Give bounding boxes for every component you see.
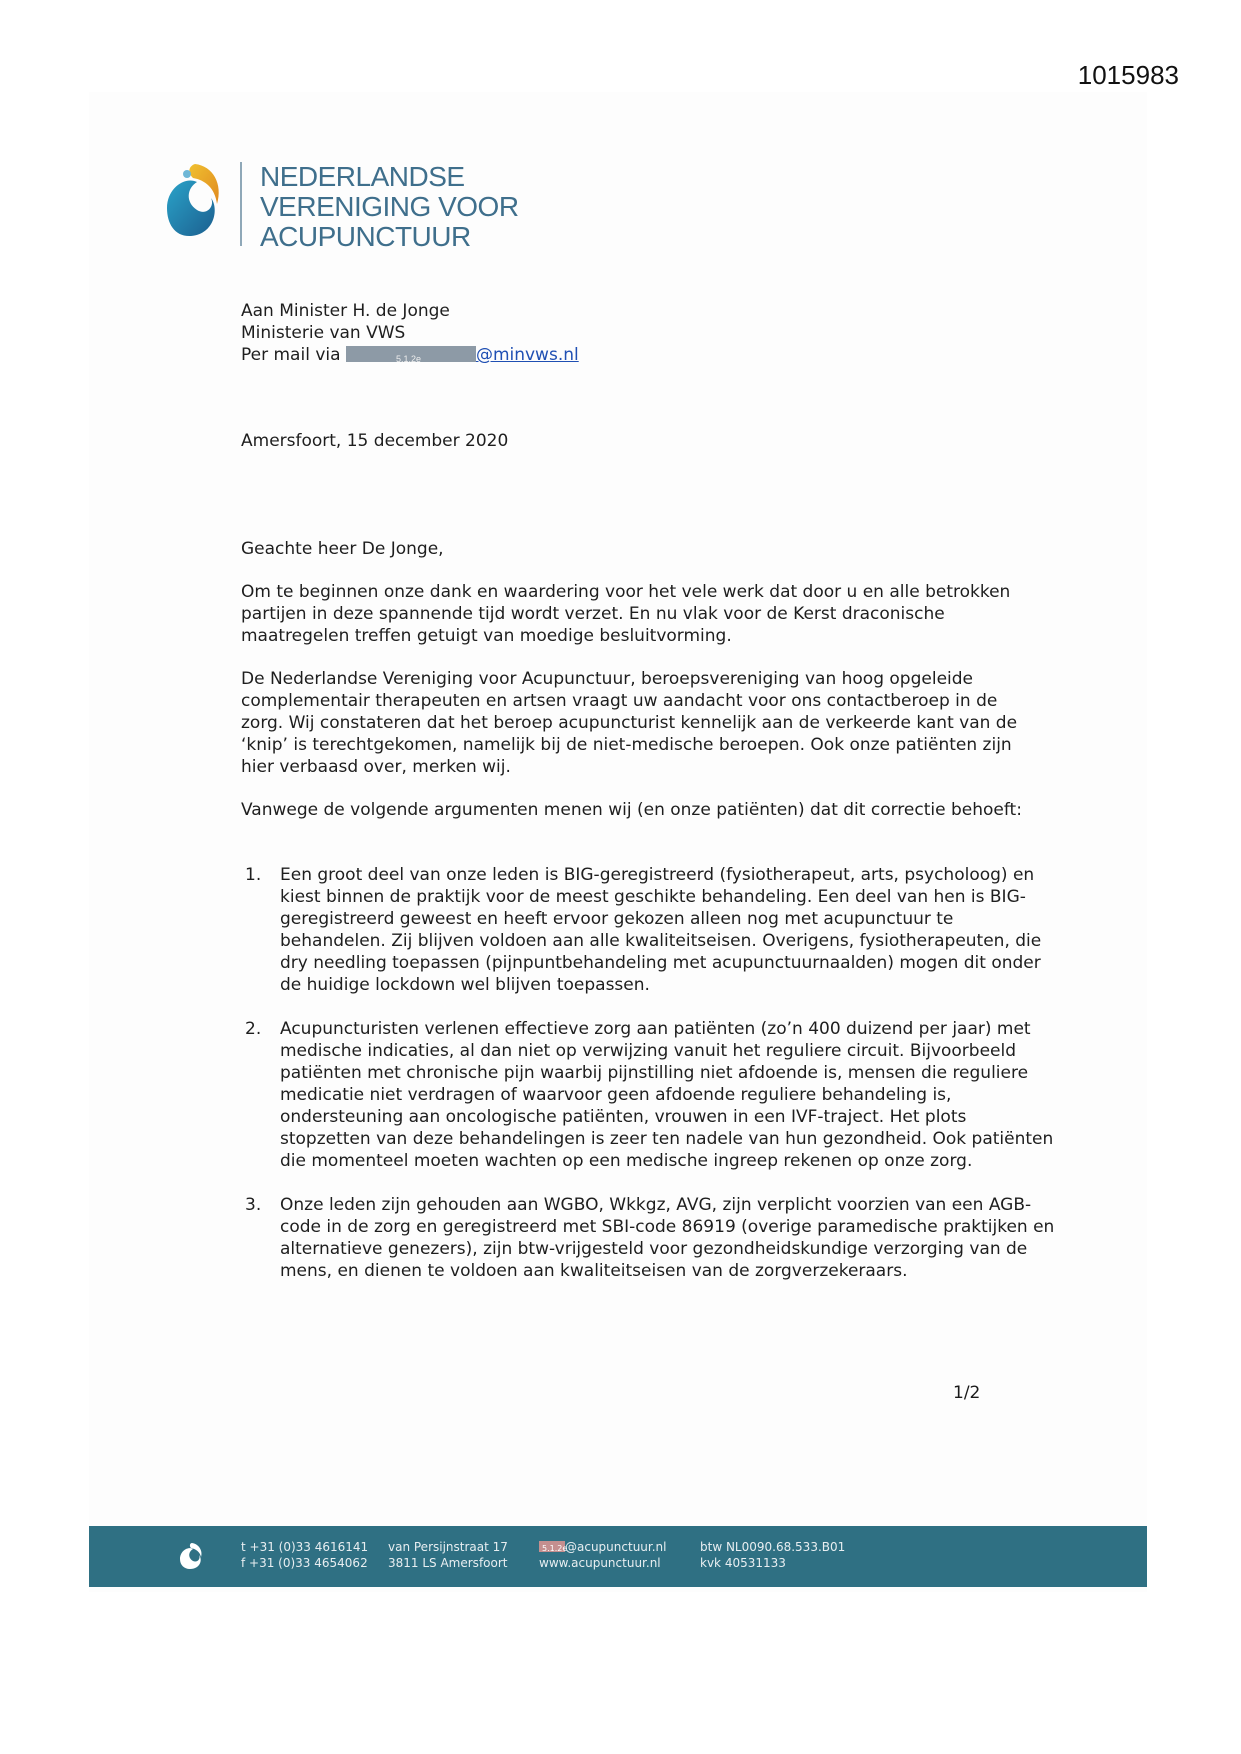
footer-address xyxy=(388,1539,508,1571)
list-item-number: 1. xyxy=(245,865,262,885)
paragraph-1: Om te beginnen onze dank en waardering voor het vele werk dat door u en alle betrokken partijen in deze spannende tijd wordt verzet. En nu vlak voor de Kerst draconische maatregelen treffen getuigt van moedige besluitvorming. xyxy=(241,582,1011,646)
logo-line-2: VERENIGING VOOR xyxy=(260,191,519,222)
footer-logo-icon xyxy=(177,1542,203,1570)
footer-street: van Persijnstraat 17 xyxy=(388,1540,508,1554)
address-line-2: Ministerie van VWS xyxy=(241,323,406,343)
footer-fax: f +31 (0)33 4654062 xyxy=(241,1556,368,1570)
redaction-block: 5.1.2e xyxy=(346,346,476,362)
page-number: 1/2 xyxy=(953,1383,981,1403)
list-item xyxy=(241,1018,1060,1172)
logo-line-1: NEDERLANDSE xyxy=(260,161,465,192)
footer-contact xyxy=(241,1539,368,1571)
recipient-address xyxy=(241,300,579,366)
nva-logo-icon xyxy=(157,158,223,240)
footer-phone: t +31 (0)33 4616141 xyxy=(241,1540,369,1554)
footer-city: 3811 LS Amersfoort xyxy=(388,1556,508,1570)
footer-email[interactable]: 5.1.2e @acupunctuur.nl xyxy=(539,1539,666,1555)
footer-btw: btw NL0090.68.533.B01 xyxy=(700,1540,846,1554)
footer-website[interactable]: www.acupunctuur.nl xyxy=(539,1556,661,1570)
list-item-number: 2. xyxy=(245,1019,262,1039)
footer-online xyxy=(539,1539,666,1571)
address-line-1: Aan Minister H. de Jonge xyxy=(241,301,450,321)
letter-footer xyxy=(89,1526,1147,1587)
document-id: 1015983 xyxy=(1077,60,1179,90)
salutation: Geachte heer De Jonge, xyxy=(241,539,444,559)
paragraph-3: Vanwege de volgende argumenten menen wij (en onze patiënten) dat dit correctie behoeft: xyxy=(241,800,1022,820)
list-item-number: 3. xyxy=(245,1195,262,1215)
logo-wordmark xyxy=(260,162,519,252)
date-line: Amersfoort, 15 december 2020 xyxy=(241,431,509,451)
recipient-email-link[interactable]: @minvws.nl xyxy=(475,345,579,365)
footer-redaction-block: 5.1.2e xyxy=(539,1541,565,1552)
list-item-text: Onze leden zijn gehouden aan WGBO, Wkkgz, AVG, zijn verplicht voorzien van een AGB-code in de zorg en geregistreerd met SBI-code 86919 (overige paramedische praktijken en alternatieve genezers), zijn btw-vrijgesteld voor gezondheidskundige verzorging van de mens, en dienen te voldoen aan kwaliteitseisen van de zorgverzekeraars. xyxy=(280,1195,1055,1281)
footer-kvk: kvk 40531133 xyxy=(700,1556,786,1570)
list-item xyxy=(241,1194,1060,1282)
argument-list xyxy=(241,864,1060,1304)
list-item xyxy=(241,864,1060,996)
list-item-text: Een groot deel van onze leden is BIG-geregistreerd (fysiotherapeut, arts, psycholoog) en kiest binnen de praktijk voor de meest geschikte behandeling. Een deel van hen is BIG-geregistreerd geweest en heeft ervoor gekozen alleen nog met acupunctuur te behandelen. Zij blijven voldoen aan alle kwaliteitseisen. Overigens, fysiotherapeuten, die dry needling toepassen (pijnpuntbehandeling met acupunctuurnaalden) mogen dit onder de huidige lockdown wel blijven toepassen. xyxy=(280,865,1042,995)
address-line-3 xyxy=(241,344,579,366)
list-item-text: Acupuncturisten verlenen effectieve zorg aan patiënten (zo’n 400 duizend per jaar) met medische indicaties, al dan niet op verwijzing vanuit het reguliere circuit. Bijvoorbeeld patiënten met chronische pijn waarbij pijnstilling niet afdoende is, mensen die reguliere medicatie niet verdragen of waarvoor geen afdoende reguliere behandeling is, ondersteuning aan oncologische patiënten, vrouwen in een IVF-traject. Het plots stopzetten van deze behandelingen is zeer ten nadele van hun gezondheid. Ook patiënten die momenteel moeten wachten op een medische ingreep rekenen op onze zorg. xyxy=(280,1019,1054,1171)
footer-registration xyxy=(700,1539,845,1571)
address-mail-prefix: Per mail via xyxy=(241,345,341,365)
logo-divider xyxy=(240,162,242,246)
logo-line-3: ACUPUNCTUUR xyxy=(260,221,471,252)
paragraph-2: De Nederlandse Vereniging voor Acupunctuur, beroepsvereniging van hoog opgeleide complementair therapeuten en artsen vraagt uw aandacht voor ons contactberoep in de zorg. Wij constateren dat het beroep acupuncturist kennelijk aan de verkeerde kant van de ‘knip’ is terechtgekomen, namelijk bij de niet-medische beroepen. Ook onze patiënten zijn hier verbaasd over, merken wij. xyxy=(241,669,1018,777)
